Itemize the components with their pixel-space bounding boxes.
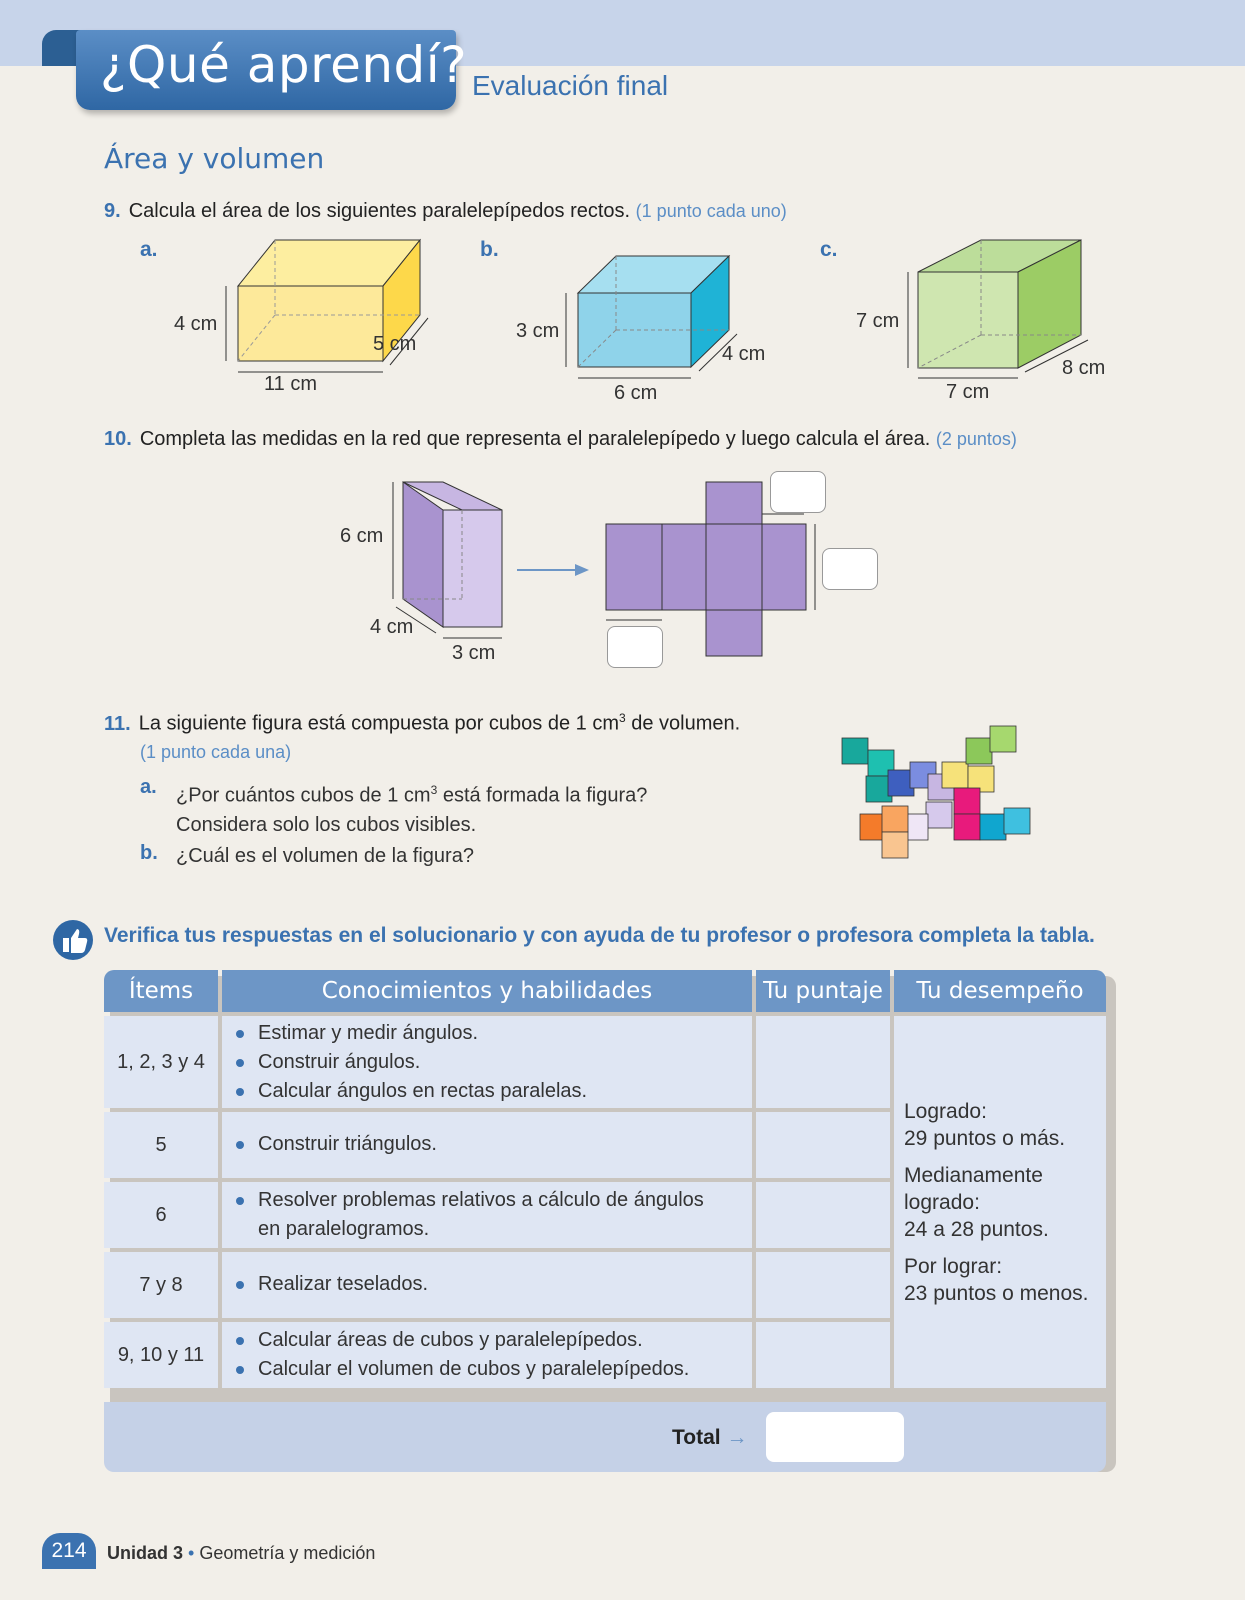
table-row-skills <box>222 1252 752 1318</box>
skill-item: Calcular el volumen de cubos y paralelepípedos. <box>236 1355 689 1384</box>
item-label-a: a. <box>140 238 158 261</box>
prism-width: 3 cm <box>452 642 496 664</box>
box-c-width: 7 cm <box>946 381 990 403</box>
box-b-height: 3 cm <box>516 320 560 342</box>
item-label-b: b. <box>480 238 499 261</box>
box-c-depth: 8 cm <box>1062 357 1106 379</box>
perf-medianamente-value: 24 a 28 puntos. <box>904 1218 1049 1241</box>
footer-unit: Unidad 3 • Geometría y medición <box>107 1543 376 1563</box>
header-performance: Tu desempeño <box>894 970 1106 1012</box>
box-b-depth: 4 cm <box>722 343 766 365</box>
skill-item: Calcular ángulos en rectas paralelas. <box>236 1077 587 1106</box>
thumbs-up-icon <box>53 920 93 960</box>
prism-height: 6 cm <box>340 525 384 547</box>
question-text: Completa las medidas en la red que representa el paralelepípedo y luego calcula el área. <box>139 428 931 450</box>
skill-item: Resolver problemas relativos a cálculo de ángulos en paralelogramos. <box>236 1186 706 1244</box>
perf-logrado-value: 29 puntos o más. <box>904 1127 1066 1150</box>
cubes-figure <box>830 722 1050 872</box>
skill-item: Construir ángulos. <box>236 1048 587 1077</box>
skill-item: Estimar y medir ángulos. <box>236 1019 587 1048</box>
box-c-height: 7 cm <box>856 310 900 332</box>
performance-cell: Logrado: 29 puntos o más. Medianamente logrado: 24 a 28 puntos. Por lograr: 23 puntos o menos. <box>894 1016 1106 1388</box>
prism-depth: 4 cm <box>370 616 414 638</box>
header-score: Tu puntaje <box>756 970 890 1012</box>
question-11-points: (1 punto cada una) <box>140 742 292 762</box>
table-row-skills <box>222 1322 752 1388</box>
box-a-width: 11 cm <box>264 373 317 395</box>
item-label-c: c. <box>820 238 838 261</box>
table-row-items: 1, 2, 3 y 4 <box>104 1016 218 1108</box>
question-number: 10. <box>104 428 132 450</box>
perf-logrado-label: Logrado <box>904 1100 982 1123</box>
box-c-figure <box>850 230 1120 410</box>
box-a-depth: 5 cm <box>373 333 417 355</box>
box-a-height: 4 cm <box>174 313 218 335</box>
header-items: Ítems <box>104 970 218 1012</box>
section-title: Área y volumen <box>104 142 325 175</box>
score-cell[interactable] <box>756 1112 890 1178</box>
answer-box-right[interactable] <box>822 548 878 590</box>
question-9 <box>104 200 787 223</box>
box-b-width: 6 cm <box>614 382 658 404</box>
score-cell[interactable] <box>756 1322 890 1388</box>
page-number: 214 <box>42 1533 96 1569</box>
table-row-items: 5 <box>104 1112 218 1178</box>
arrow-right-icon: → <box>726 1426 748 1449</box>
verify-instruction: Verifica tus respuestas en el solucionario y con ayuda de tu profesor o profesora completa la tabla. <box>104 924 1095 947</box>
perf-medianamente-label-2: logrado <box>904 1191 975 1214</box>
table-row-items: 7 y 8 <box>104 1252 218 1318</box>
arrow-icon <box>515 560 595 580</box>
answer-box-top[interactable] <box>770 471 826 513</box>
total-row <box>104 1402 1106 1472</box>
total-label: Total → <box>672 1426 748 1449</box>
box-a-figure <box>160 230 430 410</box>
skill-item: Realizar teselados. <box>236 1270 428 1299</box>
superscript: 3 <box>619 711 626 725</box>
question-10 <box>104 428 1017 451</box>
score-cell[interactable] <box>756 1016 890 1108</box>
question-text: Calcula el área de los siguientes paralelepípedos rectos. <box>128 200 631 222</box>
total-score-box[interactable] <box>766 1412 904 1462</box>
question-number: 11. <box>104 712 131 735</box>
evaluation-table <box>104 970 1112 1470</box>
table-row-skills <box>222 1016 752 1108</box>
perf-por-lograr-label: Por lograr <box>904 1255 997 1278</box>
table-row-skills <box>222 1182 752 1248</box>
question-number: 9. <box>104 200 121 222</box>
perf-medianamente-label: Medianamente <box>904 1164 1043 1187</box>
score-cell[interactable] <box>756 1252 890 1318</box>
box-b-figure <box>510 240 770 410</box>
page-title: ¿Qué aprendí? <box>100 36 468 94</box>
table-row-items: 6 <box>104 1182 218 1248</box>
question-points: (2 puntos) <box>935 429 1017 449</box>
question-11 <box>104 711 740 736</box>
skill-item: Construir triángulos. <box>236 1130 437 1159</box>
question-text-end: de volumen. <box>625 712 741 735</box>
page-subtitle: Evaluación final <box>472 70 669 101</box>
header-skills: Conocimientos y habilidades <box>222 970 752 1012</box>
table-row-skills <box>222 1112 752 1178</box>
skill-item: Calcular áreas de cubos y paralelepípedos. <box>236 1326 689 1355</box>
answer-box-bottom[interactable] <box>607 626 663 668</box>
perf-por-lograr-value: 23 puntos o menos. <box>904 1282 1089 1305</box>
score-cell[interactable] <box>756 1182 890 1248</box>
question-text: La siguiente figura está compuesta por cubos de 1 cm <box>138 712 619 735</box>
question-points: (1 punto cada uno) <box>635 201 787 221</box>
table-row-items: 9, 10 y 11 <box>104 1322 218 1388</box>
